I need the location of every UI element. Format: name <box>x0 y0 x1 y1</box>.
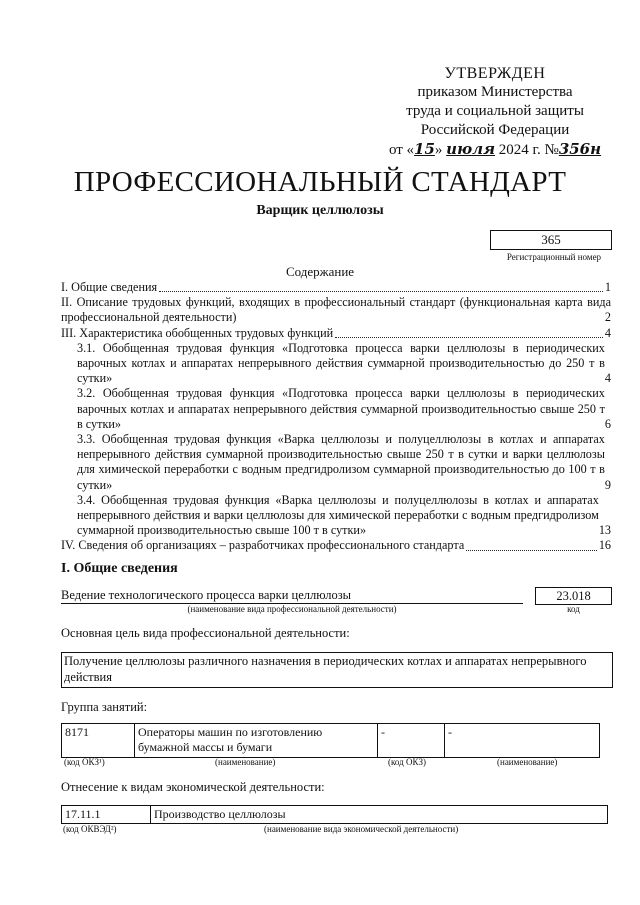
okved-label: Отнесение к видам экономической деятельности: <box>61 780 325 794</box>
toc-item[interactable] <box>61 326 611 341</box>
goal-box: Получение целлюлозы различного назначения в периодических котлах и аппаратах непрерывного действия <box>61 652 613 688</box>
toc-item-page: 4 <box>604 325 611 340</box>
okved-name-cell: Производство целлюлозы <box>151 806 608 824</box>
table-row <box>62 724 600 758</box>
okz-caption-code-2: (код ОКЗ) <box>388 757 426 767</box>
approval-year: 2024 г. № <box>498 142 559 158</box>
toc-item[interactable] <box>61 538 611 553</box>
okz-code-cell: 8171 <box>62 724 135 758</box>
toc-item-page: 2 <box>604 310 611 325</box>
toc-item-page: 16 <box>598 538 611 553</box>
approval-line-labor: труда и социальной защиты <box>406 103 584 119</box>
activity-code-caption: код <box>567 604 580 614</box>
toc-item-page: 6 <box>604 416 611 431</box>
toc-item-page-row <box>61 310 611 325</box>
approval-title: УТВЕРЖДЕН <box>444 65 546 82</box>
toc-item-text: 3.3. Обобщенная трудовая функция «Варка целлюлозы и полуцеллюлозы в котлах и аппаратах непрерывного действия суммарной производительностью свыше 250 т в сутки и варки целлюлозы для химической переработки с водным предгидролизом суммарной производительностью до 100 т в сутки» <box>77 432 605 492</box>
toc-heading: Содержание <box>285 264 355 279</box>
approval-line-ministry: приказом Министерства <box>417 84 573 100</box>
toc-item-text: 3.1. Обобщенная трудовая функция «Подготовка процесса варки целлюлозы в периодических варочных котлах и аппаратах непрерывного действия суммарной производительностью до 250 т в сутки» <box>77 340 605 386</box>
toc-item[interactable] <box>61 432 611 493</box>
table-of-contents <box>61 280 611 554</box>
toc-item-page: 4 <box>604 371 611 386</box>
date-prefix: от « <box>388 142 415 158</box>
okz-name-cell: Операторы машин по изготовлению бумажной массы и бумаги <box>135 724 378 758</box>
okved-code-cell: 17.11.1 <box>62 806 151 824</box>
toc-item-page: 1 <box>604 280 611 294</box>
document-subtitle: Варщик целлюлозы <box>256 203 384 218</box>
toc-item[interactable] <box>61 280 611 295</box>
registration-number-box: 365 <box>490 230 612 250</box>
date-mid: » <box>434 142 443 158</box>
registration-number-caption: Регистрационный номер <box>506 252 602 262</box>
okz-table <box>61 723 600 758</box>
goal-label: Основная цель вида профессиональной деятельности: <box>61 626 350 640</box>
activity-code-box: 23.018 <box>535 587 612 605</box>
toc-item[interactable] <box>61 341 611 387</box>
approval-number: 356н <box>558 140 602 158</box>
activity-caption: (наименование вида профессиональной деятельности) <box>187 604 397 614</box>
table-row <box>62 806 608 824</box>
section-heading: I. Общие сведения <box>61 561 178 576</box>
toc-item-text: II. Описание трудовых функций, входящих в профессиональный стандарт (функциональная карта вида профессиональной деятельности) <box>61 295 611 325</box>
approval-line-rf: Российской Федерации <box>420 122 570 138</box>
toc-item-text: III. Характеристика обобщенных трудовых функций <box>61 325 334 340</box>
toc-item-page: 9 <box>604 477 611 492</box>
toc-item-text: IV. Сведения об организациях – разработчиках профессионального стандарта <box>61 538 465 553</box>
group-label: Группа занятий: <box>61 700 148 714</box>
okz-caption-name: (наименование) <box>215 757 276 767</box>
toc-item-text: 3.2. Обобщенная трудовая функция «Подготовка процесса варки целлюлозы в периодических варочных котлах и аппаратах непрерывного действия суммарной производительностью свыше 250 т в сутки» <box>77 386 605 431</box>
activity-name <box>61 588 523 604</box>
okved-caption-name: (наименование вида экономической деятельности) <box>264 824 459 834</box>
toc-item[interactable] <box>61 493 611 539</box>
okz-caption-name-2: (наименование) <box>497 757 558 767</box>
approval-day: 15 <box>414 140 435 158</box>
toc-item-text: 3.4. Обобщенная трудовая функция «Варка целлюлозы и полуцеллюлозы в котлах и аппаратах непрерывного действия и варки целлюлозы для химической переработки с водным предгидролизом суммарной производительностью свыше 100 т в сутки» <box>77 492 599 538</box>
document-title: ПРОФЕССИОНАЛЬНЫЙ СТАНДАРТ <box>73 166 567 198</box>
okz-code-cell-2: - <box>378 724 445 758</box>
approval-block <box>380 64 610 160</box>
okz-caption-code: (код ОКЗ¹) <box>64 757 105 767</box>
okved-caption-code: (код ОКВЭД²) <box>63 824 117 834</box>
toc-item-text: I. Общие сведения <box>61 280 158 294</box>
activity-name-text: Ведение технологического процесса варки целлюлозы <box>61 588 352 602</box>
approval-date-line <box>380 140 610 160</box>
okved-table <box>61 805 608 824</box>
approval-month: июля <box>446 140 496 158</box>
toc-item[interactable] <box>61 386 611 432</box>
toc-item-page: 13 <box>598 523 611 538</box>
okz-name-cell-2: - <box>445 724 600 758</box>
